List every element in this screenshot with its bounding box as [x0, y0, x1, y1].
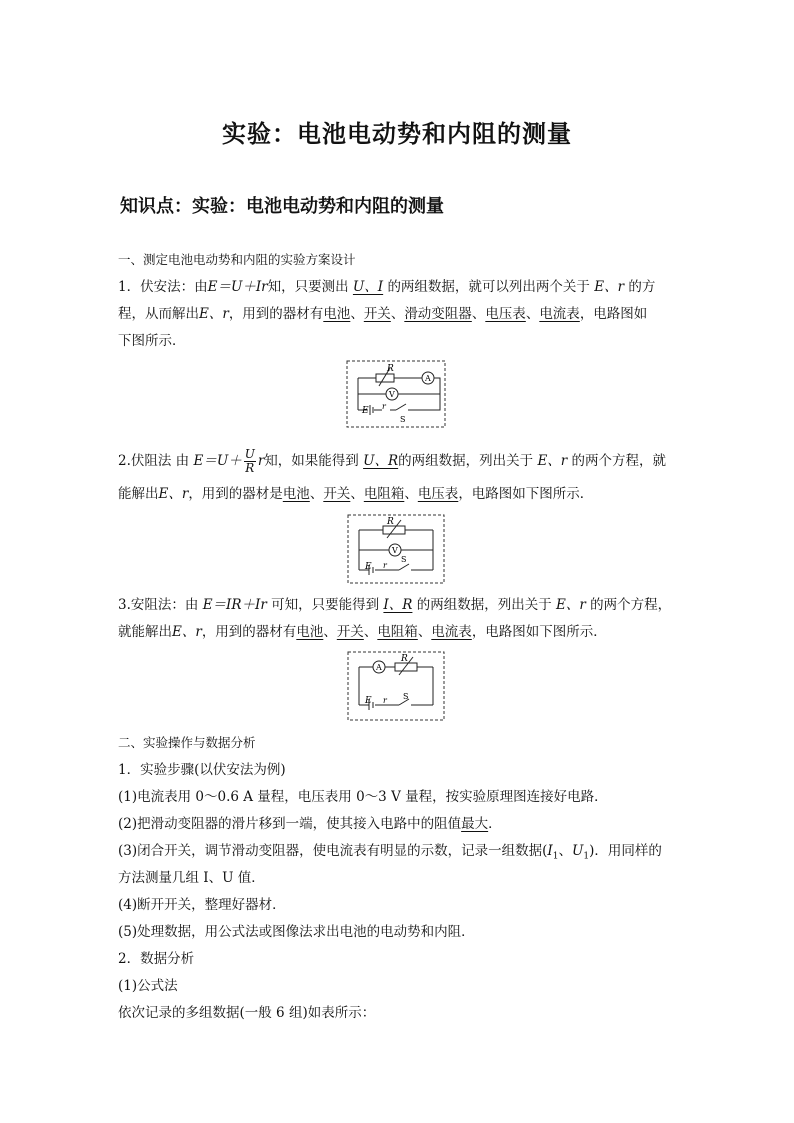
voltmeter-label: V — [389, 390, 395, 399]
step-1: (1)电流表用 0～0.6 A 量程，电压表用 0～3 V 量程，按实验原理图连接好电路． — [118, 789, 608, 805]
ammeter-label: A — [376, 663, 382, 672]
label-r: R — [387, 364, 394, 374]
section2-heading: 二、实验操作与数据分析 — [118, 735, 256, 750]
label-r-internal: r — [383, 561, 387, 570]
method1-line1: 1．伏安法：由E＝U＋Ir知，只要测出 U、I 的两组数据，就可以列出两个关于 E、r 的方 — [118, 279, 656, 295]
label-e: E — [365, 562, 372, 572]
label-e: E — [362, 406, 369, 416]
step-5: (5)处理数据，用公式法或图像法求出电池的电动势和内阻． — [118, 924, 475, 940]
page-title: 实验：电池电动势和内阻的测量 — [222, 120, 572, 148]
circuit-diagram-current-resistance — [347, 651, 445, 721]
section1-heading: 一、测定电池电动势和内阻的实验方案设计 — [118, 252, 356, 267]
label-r: R — [401, 654, 408, 664]
table-intro: 依次记录的多组数据(一般 6 组)如表所示： — [118, 1005, 376, 1021]
method2-line1: 2.伏阻法 由 E＝U＋ $\frac{U}{R}$ r知，如果能得到 U、R的两组数据，列出关于 E、r 的两个方程，就 — [118, 447, 667, 475]
label-r-internal: r — [382, 402, 386, 411]
knowledge-heading: 知识点：实验：电池电动势和内阻的测量 — [120, 196, 444, 217]
step-4: (4)断开开关，整理好器材． — [118, 897, 286, 913]
switch-label: S — [403, 692, 409, 701]
label-e: E — [365, 696, 372, 706]
steps-heading: 1．实验步骤(以伏安法为例) — [118, 762, 286, 778]
switch-label: S — [400, 415, 406, 424]
ammeter-label: A — [425, 374, 431, 383]
label-r-internal: r — [383, 696, 387, 705]
circuit-diagram-voltage-resistance — [347, 514, 445, 584]
step-3-line1: (3)闭合开关，调节滑动变阻器，使电流表有明显的示数，记录一组数据($I_1$、$U_1$)．用同样的 — [118, 843, 662, 862]
formula-method-heading: (1)公式法 — [118, 978, 178, 994]
method1-line2: 程，从而解出E、r，用到的器材有电池、开关、滑动变阻器、电压表、电流表，电路图如 — [118, 306, 648, 322]
voltmeter-label: V — [392, 546, 398, 555]
method3-line2: 就能解出E、r，用到的器材有电池、开关、电阻箱、电流表，电路图如下图所示． — [118, 624, 607, 640]
method2-line2: 能解出E、r，用到的器材是电池、开关、电阻箱、电压表，电路图如下图所示． — [118, 486, 594, 502]
circuit-diagram-voltammeter — [346, 360, 446, 428]
label-r: R — [387, 517, 394, 527]
switch-label: S — [401, 555, 407, 564]
method1-line3: 下图所示． — [118, 333, 186, 349]
step-3-line2: 方法测量几组 I、U 值． — [118, 870, 265, 886]
analysis-heading: 2．数据分析 — [118, 951, 195, 967]
step-2: (2)把滑动变阻器的滑片移到一端，使其接入电路中的阻值最大． — [118, 816, 502, 832]
method3-line1: 3.安阻法：由 E＝IR＋Ir 可知，只要能得到 I、R 的两组数据，列出关于 E、r 的两个方程， — [118, 597, 672, 613]
